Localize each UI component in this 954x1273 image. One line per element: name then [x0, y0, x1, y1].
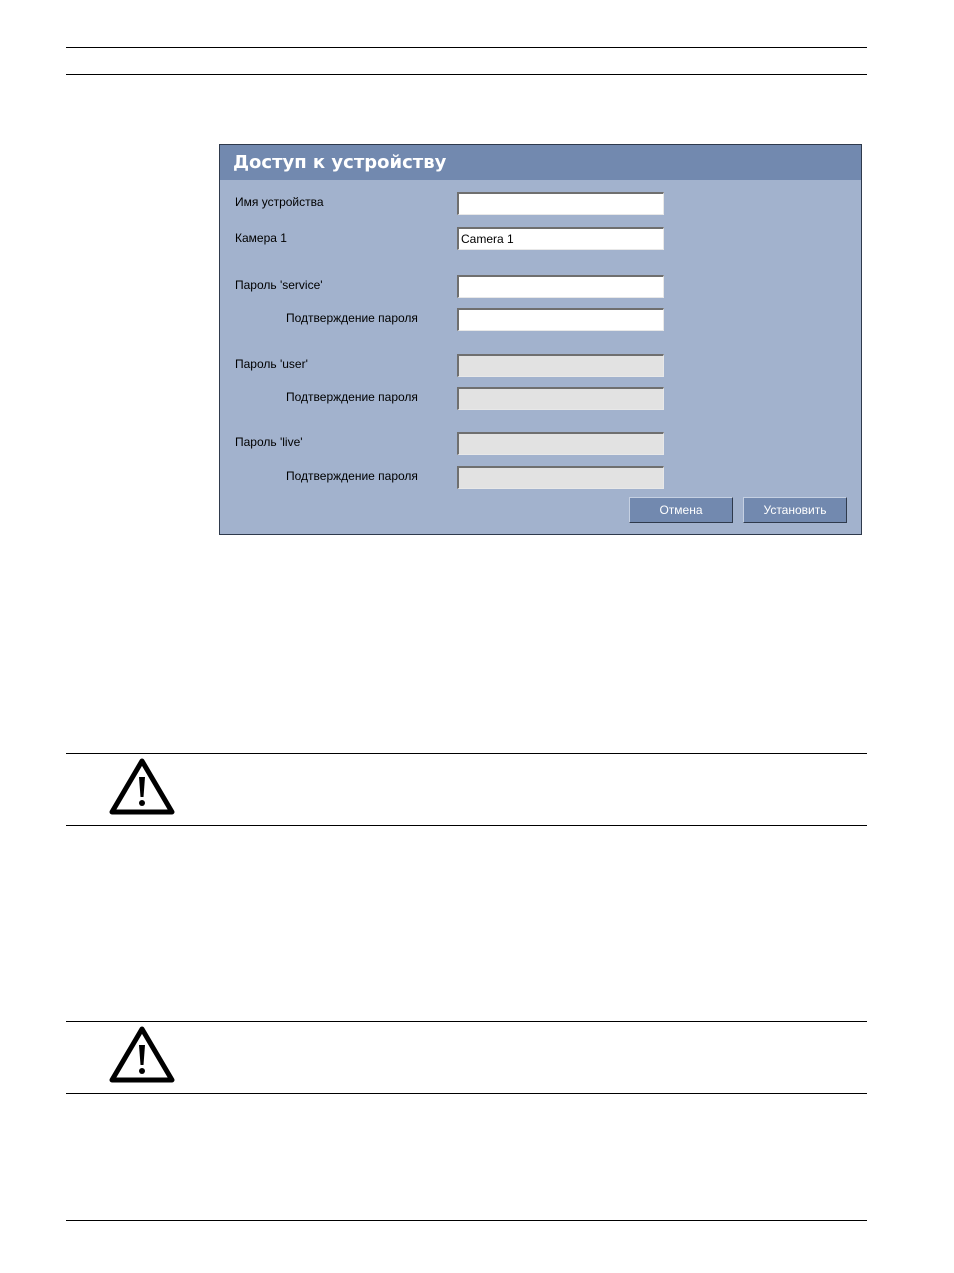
warning-1-rule-top: [66, 753, 867, 754]
device-name-label: Имя устройства: [235, 195, 324, 209]
user-password-confirm-label: Подтверждение пароля: [286, 390, 418, 404]
warning-2-rule-top: [66, 1021, 867, 1022]
service-password-confirm-label: Подтверждение пароля: [286, 311, 418, 325]
warning-1-rule-bottom: [66, 825, 867, 826]
live-password-confirm-input: [457, 466, 664, 489]
device-name-input[interactable]: [457, 192, 664, 215]
camera-name-input[interactable]: [457, 227, 664, 250]
warning-triangle-icon: [108, 757, 176, 817]
camera-name-label: Камера 1: [235, 231, 287, 245]
cancel-button[interactable]: Отмена: [629, 497, 733, 523]
live-password-label: Пароль 'live': [235, 435, 303, 449]
dialog-header: [220, 145, 861, 180]
service-password-confirm-input[interactable]: [457, 308, 664, 331]
live-password-input: [457, 432, 664, 455]
header-rule-top: [66, 47, 867, 48]
live-password-confirm-label: Подтверждение пароля: [286, 469, 418, 483]
warning-2-rule-bottom: [66, 1093, 867, 1094]
user-password-label: Пароль 'user': [235, 357, 308, 371]
service-password-label: Пароль 'service': [235, 278, 323, 292]
footer-rule: [66, 1220, 867, 1221]
user-password-input: [457, 354, 664, 377]
service-password-input[interactable]: [457, 275, 664, 298]
warning-triangle-icon: [108, 1025, 176, 1085]
device-access-dialog: [219, 144, 862, 535]
dialog-title: Доступ к устройству: [233, 152, 447, 173]
header-rule-bottom: [66, 74, 867, 75]
user-password-confirm-input: [457, 387, 664, 410]
set-button[interactable]: Установить: [743, 497, 847, 523]
